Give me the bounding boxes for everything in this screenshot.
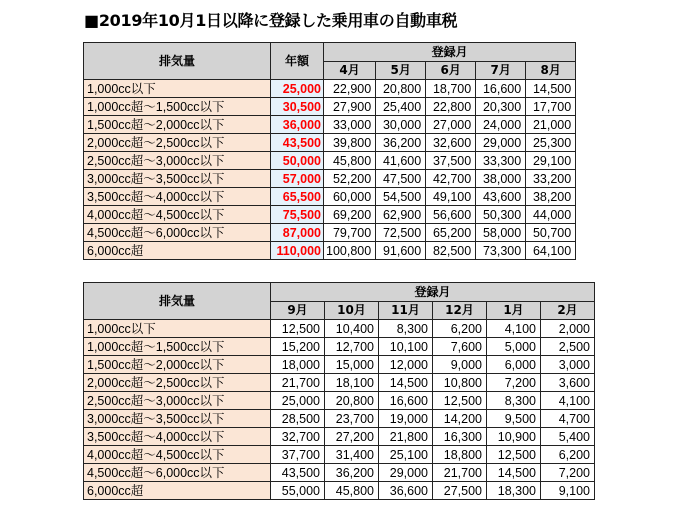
table-row — [84, 152, 576, 170]
monthly-tax-cell: 25,100 — [379, 446, 433, 464]
monthly-tax-cell: 3,000 — [541, 356, 595, 374]
displacement-label: 4,500cc超～6,000cc以下 — [84, 464, 271, 482]
tax-table-sep-feb — [83, 282, 595, 500]
table-row — [84, 188, 576, 206]
monthly-tax-cell: 9,000 — [433, 356, 487, 374]
monthly-tax-cell: 60,000 — [324, 188, 376, 206]
displacement-label: 2,500cc超～3,000cc以下 — [84, 152, 271, 170]
annual-tax-cell: 87,000 — [271, 224, 324, 242]
monthly-tax-cell: 16,300 — [433, 428, 487, 446]
monthly-tax-cell: 15,200 — [271, 338, 325, 356]
month-header: 8月 — [526, 61, 576, 80]
monthly-tax-cell: 91,600 — [376, 242, 426, 260]
monthly-tax-cell: 4,100 — [541, 392, 595, 410]
monthly-tax-cell: 79,700 — [324, 224, 376, 242]
month-header: 7月 — [476, 61, 526, 80]
monthly-tax-cell: 18,100 — [325, 374, 379, 392]
monthly-tax-cell: 42,700 — [426, 170, 476, 188]
monthly-tax-cell: 36,600 — [379, 482, 433, 500]
displacement-label: 6,000cc超 — [84, 242, 271, 260]
annual-tax-cell: 65,500 — [271, 188, 324, 206]
monthly-tax-cell: 5,000 — [487, 338, 541, 356]
monthly-tax-cell: 17,700 — [526, 98, 576, 116]
tax-table-apr-aug — [83, 42, 576, 260]
monthly-tax-cell: 33,300 — [476, 152, 526, 170]
monthly-tax-cell: 29,100 — [526, 152, 576, 170]
displacement-label: 4,000cc超～4,500cc以下 — [84, 446, 271, 464]
month-header: 4月 — [324, 61, 376, 80]
monthly-tax-cell: 22,800 — [426, 98, 476, 116]
month-header: 11月 — [379, 301, 433, 320]
monthly-tax-cell: 6,200 — [433, 320, 487, 338]
monthly-tax-cell: 43,600 — [476, 188, 526, 206]
monthly-tax-cell: 12,500 — [433, 392, 487, 410]
displacement-label: 3,000cc超～3,500cc以下 — [84, 170, 271, 188]
monthly-tax-cell: 16,600 — [476, 80, 526, 98]
table-row — [84, 98, 576, 116]
monthly-tax-cell: 45,800 — [325, 482, 379, 500]
monthly-tax-cell: 25,000 — [271, 392, 325, 410]
monthly-tax-cell: 7,600 — [433, 338, 487, 356]
monthly-tax-cell: 14,500 — [526, 80, 576, 98]
annual-tax-cell: 57,000 — [271, 170, 324, 188]
monthly-tax-cell: 9,100 — [541, 482, 595, 500]
monthly-tax-cell: 50,700 — [526, 224, 576, 242]
monthly-tax-cell: 62,900 — [376, 206, 426, 224]
monthly-tax-cell: 14,200 — [433, 410, 487, 428]
monthly-tax-cell: 50,300 — [476, 206, 526, 224]
monthly-tax-cell: 33,200 — [526, 170, 576, 188]
monthly-tax-cell: 100,800 — [324, 242, 376, 260]
monthly-tax-cell: 22,900 — [324, 80, 376, 98]
monthly-tax-cell: 27,900 — [324, 98, 376, 116]
annual-tax-cell: 110,000 — [271, 242, 324, 260]
monthly-tax-cell: 36,200 — [325, 464, 379, 482]
displacement-label: 1,500cc超～2,000cc以下 — [84, 116, 271, 134]
monthly-tax-cell: 12,700 — [325, 338, 379, 356]
monthly-tax-cell: 65,200 — [426, 224, 476, 242]
table-row — [84, 116, 576, 134]
monthly-tax-cell: 18,700 — [426, 80, 476, 98]
monthly-tax-cell: 58,000 — [476, 224, 526, 242]
displacement-header: 排気量 — [84, 43, 271, 80]
monthly-tax-cell: 31,400 — [325, 446, 379, 464]
month-header: 6月 — [426, 61, 476, 80]
annual-tax-cell: 30,500 — [271, 98, 324, 116]
annual-tax-cell: 36,000 — [271, 116, 324, 134]
monthly-tax-cell: 19,000 — [379, 410, 433, 428]
table-row — [84, 374, 595, 392]
monthly-tax-cell: 27,000 — [426, 116, 476, 134]
month-header: 2月 — [541, 301, 595, 320]
monthly-tax-cell: 55,000 — [271, 482, 325, 500]
monthly-tax-cell: 4,700 — [541, 410, 595, 428]
displacement-label: 1,000cc超～1,500cc以下 — [84, 98, 271, 116]
monthly-tax-cell: 14,500 — [487, 464, 541, 482]
monthly-tax-cell: 23,700 — [325, 410, 379, 428]
displacement-label: 3,500cc超～4,000cc以下 — [84, 428, 271, 446]
monthly-tax-cell: 18,800 — [433, 446, 487, 464]
monthly-tax-cell: 4,100 — [487, 320, 541, 338]
page-title: ■2019年10月1日以降に登録した乗用車の自動車税 — [84, 11, 458, 30]
displacement-label: 2,500cc超～3,000cc以下 — [84, 392, 271, 410]
table-row — [84, 356, 595, 374]
monthly-tax-cell: 33,000 — [324, 116, 376, 134]
monthly-tax-cell: 37,700 — [271, 446, 325, 464]
monthly-tax-cell: 12,500 — [271, 320, 325, 338]
monthly-tax-cell: 27,500 — [433, 482, 487, 500]
displacement-header: 排気量 — [84, 283, 271, 320]
monthly-tax-cell: 27,200 — [325, 428, 379, 446]
month-header: 9月 — [271, 301, 325, 320]
table-row — [84, 242, 576, 260]
monthly-tax-cell: 2,500 — [541, 338, 595, 356]
table-row — [84, 224, 576, 242]
registration-month-header: 登録月 — [271, 283, 595, 302]
monthly-tax-cell: 24,000 — [476, 116, 526, 134]
table-row — [84, 170, 576, 188]
annual-tax-cell: 50,000 — [271, 152, 324, 170]
annual-header: 年額 — [271, 43, 324, 80]
monthly-tax-cell: 8,300 — [487, 392, 541, 410]
displacement-label: 1,500cc超～2,000cc以下 — [84, 356, 271, 374]
monthly-tax-cell: 20,800 — [376, 80, 426, 98]
monthly-tax-cell: 82,500 — [426, 242, 476, 260]
registration-month-header: 登録月 — [324, 43, 576, 62]
monthly-tax-cell: 32,600 — [426, 134, 476, 152]
table-row — [84, 428, 595, 446]
annual-tax-cell: 43,500 — [271, 134, 324, 152]
table-row — [84, 338, 595, 356]
monthly-tax-cell: 18,300 — [487, 482, 541, 500]
monthly-tax-cell: 37,500 — [426, 152, 476, 170]
monthly-tax-cell: 7,200 — [541, 464, 595, 482]
monthly-tax-cell: 21,000 — [526, 116, 576, 134]
displacement-label: 4,500cc超～6,000cc以下 — [84, 224, 271, 242]
monthly-tax-cell: 10,800 — [433, 374, 487, 392]
monthly-tax-cell: 29,000 — [379, 464, 433, 482]
monthly-tax-cell: 44,000 — [526, 206, 576, 224]
monthly-tax-cell: 52,200 — [324, 170, 376, 188]
displacement-label: 3,500cc超～4,000cc以下 — [84, 188, 271, 206]
monthly-tax-cell: 69,200 — [324, 206, 376, 224]
monthly-tax-cell: 32,700 — [271, 428, 325, 446]
table-row — [84, 446, 595, 464]
displacement-label: 2,000cc超～2,500cc以下 — [84, 374, 271, 392]
monthly-tax-cell: 21,700 — [271, 374, 325, 392]
month-header: 1月 — [487, 301, 541, 320]
monthly-tax-cell: 16,600 — [379, 392, 433, 410]
monthly-tax-cell: 38,200 — [526, 188, 576, 206]
table-row — [84, 206, 576, 224]
displacement-label: 3,000cc超～3,500cc以下 — [84, 410, 271, 428]
monthly-tax-cell: 21,700 — [433, 464, 487, 482]
monthly-tax-cell: 20,800 — [325, 392, 379, 410]
table-row — [84, 464, 595, 482]
table-row — [84, 410, 595, 428]
monthly-tax-cell: 6,200 — [541, 446, 595, 464]
monthly-tax-cell: 38,000 — [476, 170, 526, 188]
displacement-label: 1,000cc以下 — [84, 80, 271, 98]
monthly-tax-cell: 10,900 — [487, 428, 541, 446]
annual-tax-cell: 25,000 — [271, 80, 324, 98]
monthly-tax-cell: 20,300 — [476, 98, 526, 116]
monthly-tax-cell: 28,500 — [271, 410, 325, 428]
monthly-tax-cell: 14,500 — [379, 374, 433, 392]
monthly-tax-cell: 9,500 — [487, 410, 541, 428]
monthly-tax-cell: 25,400 — [376, 98, 426, 116]
monthly-tax-cell: 49,100 — [426, 188, 476, 206]
monthly-tax-cell: 12,000 — [379, 356, 433, 374]
monthly-tax-cell: 45,800 — [324, 152, 376, 170]
displacement-label: 1,000cc超～1,500cc以下 — [84, 338, 271, 356]
table-row — [84, 392, 595, 410]
displacement-label: 1,000cc以下 — [84, 320, 271, 338]
table-row — [84, 80, 576, 98]
monthly-tax-cell: 29,000 — [476, 134, 526, 152]
monthly-tax-cell: 10,100 — [379, 338, 433, 356]
month-header: 12月 — [433, 301, 487, 320]
monthly-tax-cell: 2,000 — [541, 320, 595, 338]
monthly-tax-cell: 15,000 — [325, 356, 379, 374]
monthly-tax-cell: 8,300 — [379, 320, 433, 338]
monthly-tax-cell: 43,500 — [271, 464, 325, 482]
month-header: 10月 — [325, 301, 379, 320]
monthly-tax-cell: 7,200 — [487, 374, 541, 392]
displacement-label: 6,000cc超 — [84, 482, 271, 500]
month-header: 5月 — [376, 61, 426, 80]
table-row — [84, 134, 576, 152]
monthly-tax-cell: 30,000 — [376, 116, 426, 134]
table-row — [84, 482, 595, 500]
monthly-tax-cell: 73,300 — [476, 242, 526, 260]
displacement-label: 4,000cc超～4,500cc以下 — [84, 206, 271, 224]
monthly-tax-cell: 6,000 — [487, 356, 541, 374]
annual-tax-cell: 75,500 — [271, 206, 324, 224]
monthly-tax-cell: 36,200 — [376, 134, 426, 152]
displacement-label: 2,000cc超～2,500cc以下 — [84, 134, 271, 152]
table-row — [84, 320, 595, 338]
monthly-tax-cell: 21,800 — [379, 428, 433, 446]
monthly-tax-cell: 41,600 — [376, 152, 426, 170]
monthly-tax-cell: 25,300 — [526, 134, 576, 152]
monthly-tax-cell: 3,600 — [541, 374, 595, 392]
monthly-tax-cell: 72,500 — [376, 224, 426, 242]
monthly-tax-cell: 64,100 — [526, 242, 576, 260]
monthly-tax-cell: 56,600 — [426, 206, 476, 224]
monthly-tax-cell: 12,500 — [487, 446, 541, 464]
monthly-tax-cell: 47,500 — [376, 170, 426, 188]
monthly-tax-cell: 54,500 — [376, 188, 426, 206]
monthly-tax-cell: 5,400 — [541, 428, 595, 446]
monthly-tax-cell: 39,800 — [324, 134, 376, 152]
monthly-tax-cell: 18,000 — [271, 356, 325, 374]
monthly-tax-cell: 10,400 — [325, 320, 379, 338]
